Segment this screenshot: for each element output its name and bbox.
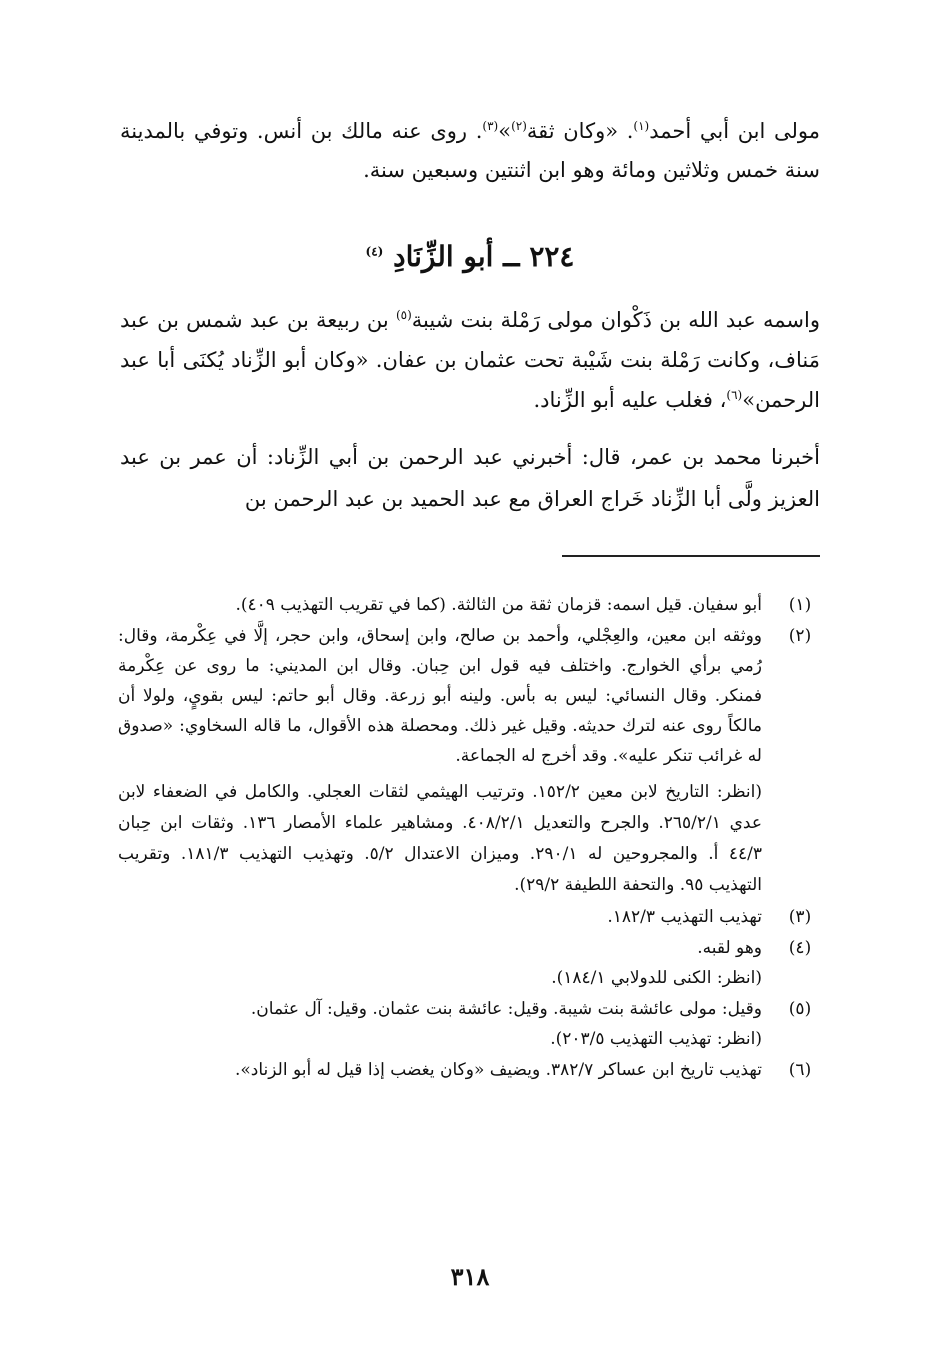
footnote-references: (انظر: التاريخ لابن معين ١٥٢/٢. وترتيب الهيثمي لثقات العجلي. والكامل في الضعفاء لابن عدي ٢٦٥/٢/١. والجرح والتعديل ٤٠٨/٢/١. ومشاهير علماء الأمصار ١٣٦. وثقات ابن حِبان ٤٤/٣ أ. والمجروحين له ٢٩٠/١. وميزان الاعتدال ٥/٢. وتهذيب التهذيب ١٨١/٣. وتقريب التهذيب ٩٥. والتحفة اللطيفة ٢٩/٢). (118, 782, 763, 895)
footnote-text: وهو لقبه. (697, 938, 762, 958)
footnote-number: (٢) (788, 626, 812, 646)
footnote-ref-2: (٢) (511, 119, 527, 133)
text-run: . «وكان ثقة (526, 119, 634, 143)
text-run: واسمه عبد الله بن ذَكْوان مولى رَمْلة بنت شيبة (411, 308, 820, 332)
footnote-source: (انظر: الكنى للدولابي ١٨٤/١). (551, 968, 762, 988)
footnote-5 (118, 994, 820, 1054)
footnote-ref-1: (١) (633, 119, 650, 133)
footnote-ref-6: (٦) (726, 388, 743, 402)
text-run: ، فغلب عليه أبو الزِّناد. (533, 388, 727, 412)
footnote-ref-3: (٣) (482, 119, 499, 133)
footnote-number: (٥) (788, 999, 812, 1019)
footnote-text: وقيل: مولى عائشة بنت شيبة. وقيل: عائشة بنت عثمان. وقيل: آل عثمان. (250, 999, 762, 1019)
footnote-text: ووثقه ابن معين، والعِجْلي، وأحمد بن صالح، وابن إسحاق، وابن حجر، إلَّا في عِكْرمة، وقال: رُمي برأي الخوارج. واختلف فيه قول ابن حِبان. وقال ابن المديني: ما روى عن عِكْرمة فمنكر. وقال النسائي: ليس به بأس. ولينه أبو زرعة. وقال أبو حاتم: ليس بقويٍ، ولولا أن مالكاً روى عنه لترك حديثه. وقيل غير ذلك. ومحصلة هذه الأقوال، ما قاله السخاوي: «صدوق له غرائب تنكر عليه». وقد أخرج له الجماعة. (118, 626, 762, 766)
footnote-3 (118, 902, 820, 932)
footnote-text: تهذيب تاريخ ابن عساكر ٣٨٢/٧. ويضيف «وكان يغضب إذا قيل له أبو الزناد». (234, 1060, 762, 1080)
paragraph-name (120, 300, 820, 420)
footnotes (118, 590, 820, 1086)
footnote-6 (118, 1055, 820, 1085)
footnote-number: (١) (788, 595, 812, 615)
footnote-number: (٦) (788, 1060, 812, 1080)
footnote-1 (118, 590, 820, 620)
page-number: ٣١٨ (450, 1262, 490, 1291)
footnote-text: تهذيب التهذيب ١٨٢/٣. (607, 907, 762, 927)
entry-heading (0, 240, 940, 273)
footnote-2 (118, 621, 820, 901)
footnote-number: (٤) (788, 938, 812, 958)
footnote-separator (562, 555, 820, 557)
footnote-ref-5: (٥) (395, 308, 412, 322)
footnote-4 (118, 933, 820, 993)
text-run: مولى ابن أبي أحمد (649, 119, 821, 143)
paragraph-narration: أخبرنا محمد بن عمر، قال: أخبرني عبد الرحمن بن أبي الزِّناد: أن عمر بن عبد العزيز ولَّى أبا الزِّناد خَراج العراق مع عبد الحميد بن عبد الرحمن بن (120, 445, 820, 511)
text-run: بن ربيعة بن عبد شمس بن عبد مَناف، وكانت رَمْلة بنت شَيْبة تحت عثمان بن عفان. «وكان أبو الزِّناد يُكنَى أبا عبد الرحمن» (120, 308, 820, 412)
footnote-source: (انظر: تهذيب التهذيب ٢٠٣/٥). (550, 1029, 762, 1049)
paragraph-intro (120, 112, 820, 190)
footnote-number: (٣) (788, 907, 812, 927)
text-run: . روى عنه مالك بن أنس. وتوفي بالمدينة سنة خمس وثلاثين ومائة وهو ابن اثنتين وسبعين سنة. (120, 119, 820, 182)
heading-text: ٢٢٤ ــ أبو الزِّنَادِ (393, 240, 575, 273)
text-run: » (498, 119, 512, 143)
footnote-text: أبو سفيان. قيل اسمه: قزمان ثقة من الثالثة. (كما في تقريب التهذيب ٤٠٩). (235, 595, 762, 615)
footnote-ref-4: (٤) (365, 244, 384, 259)
